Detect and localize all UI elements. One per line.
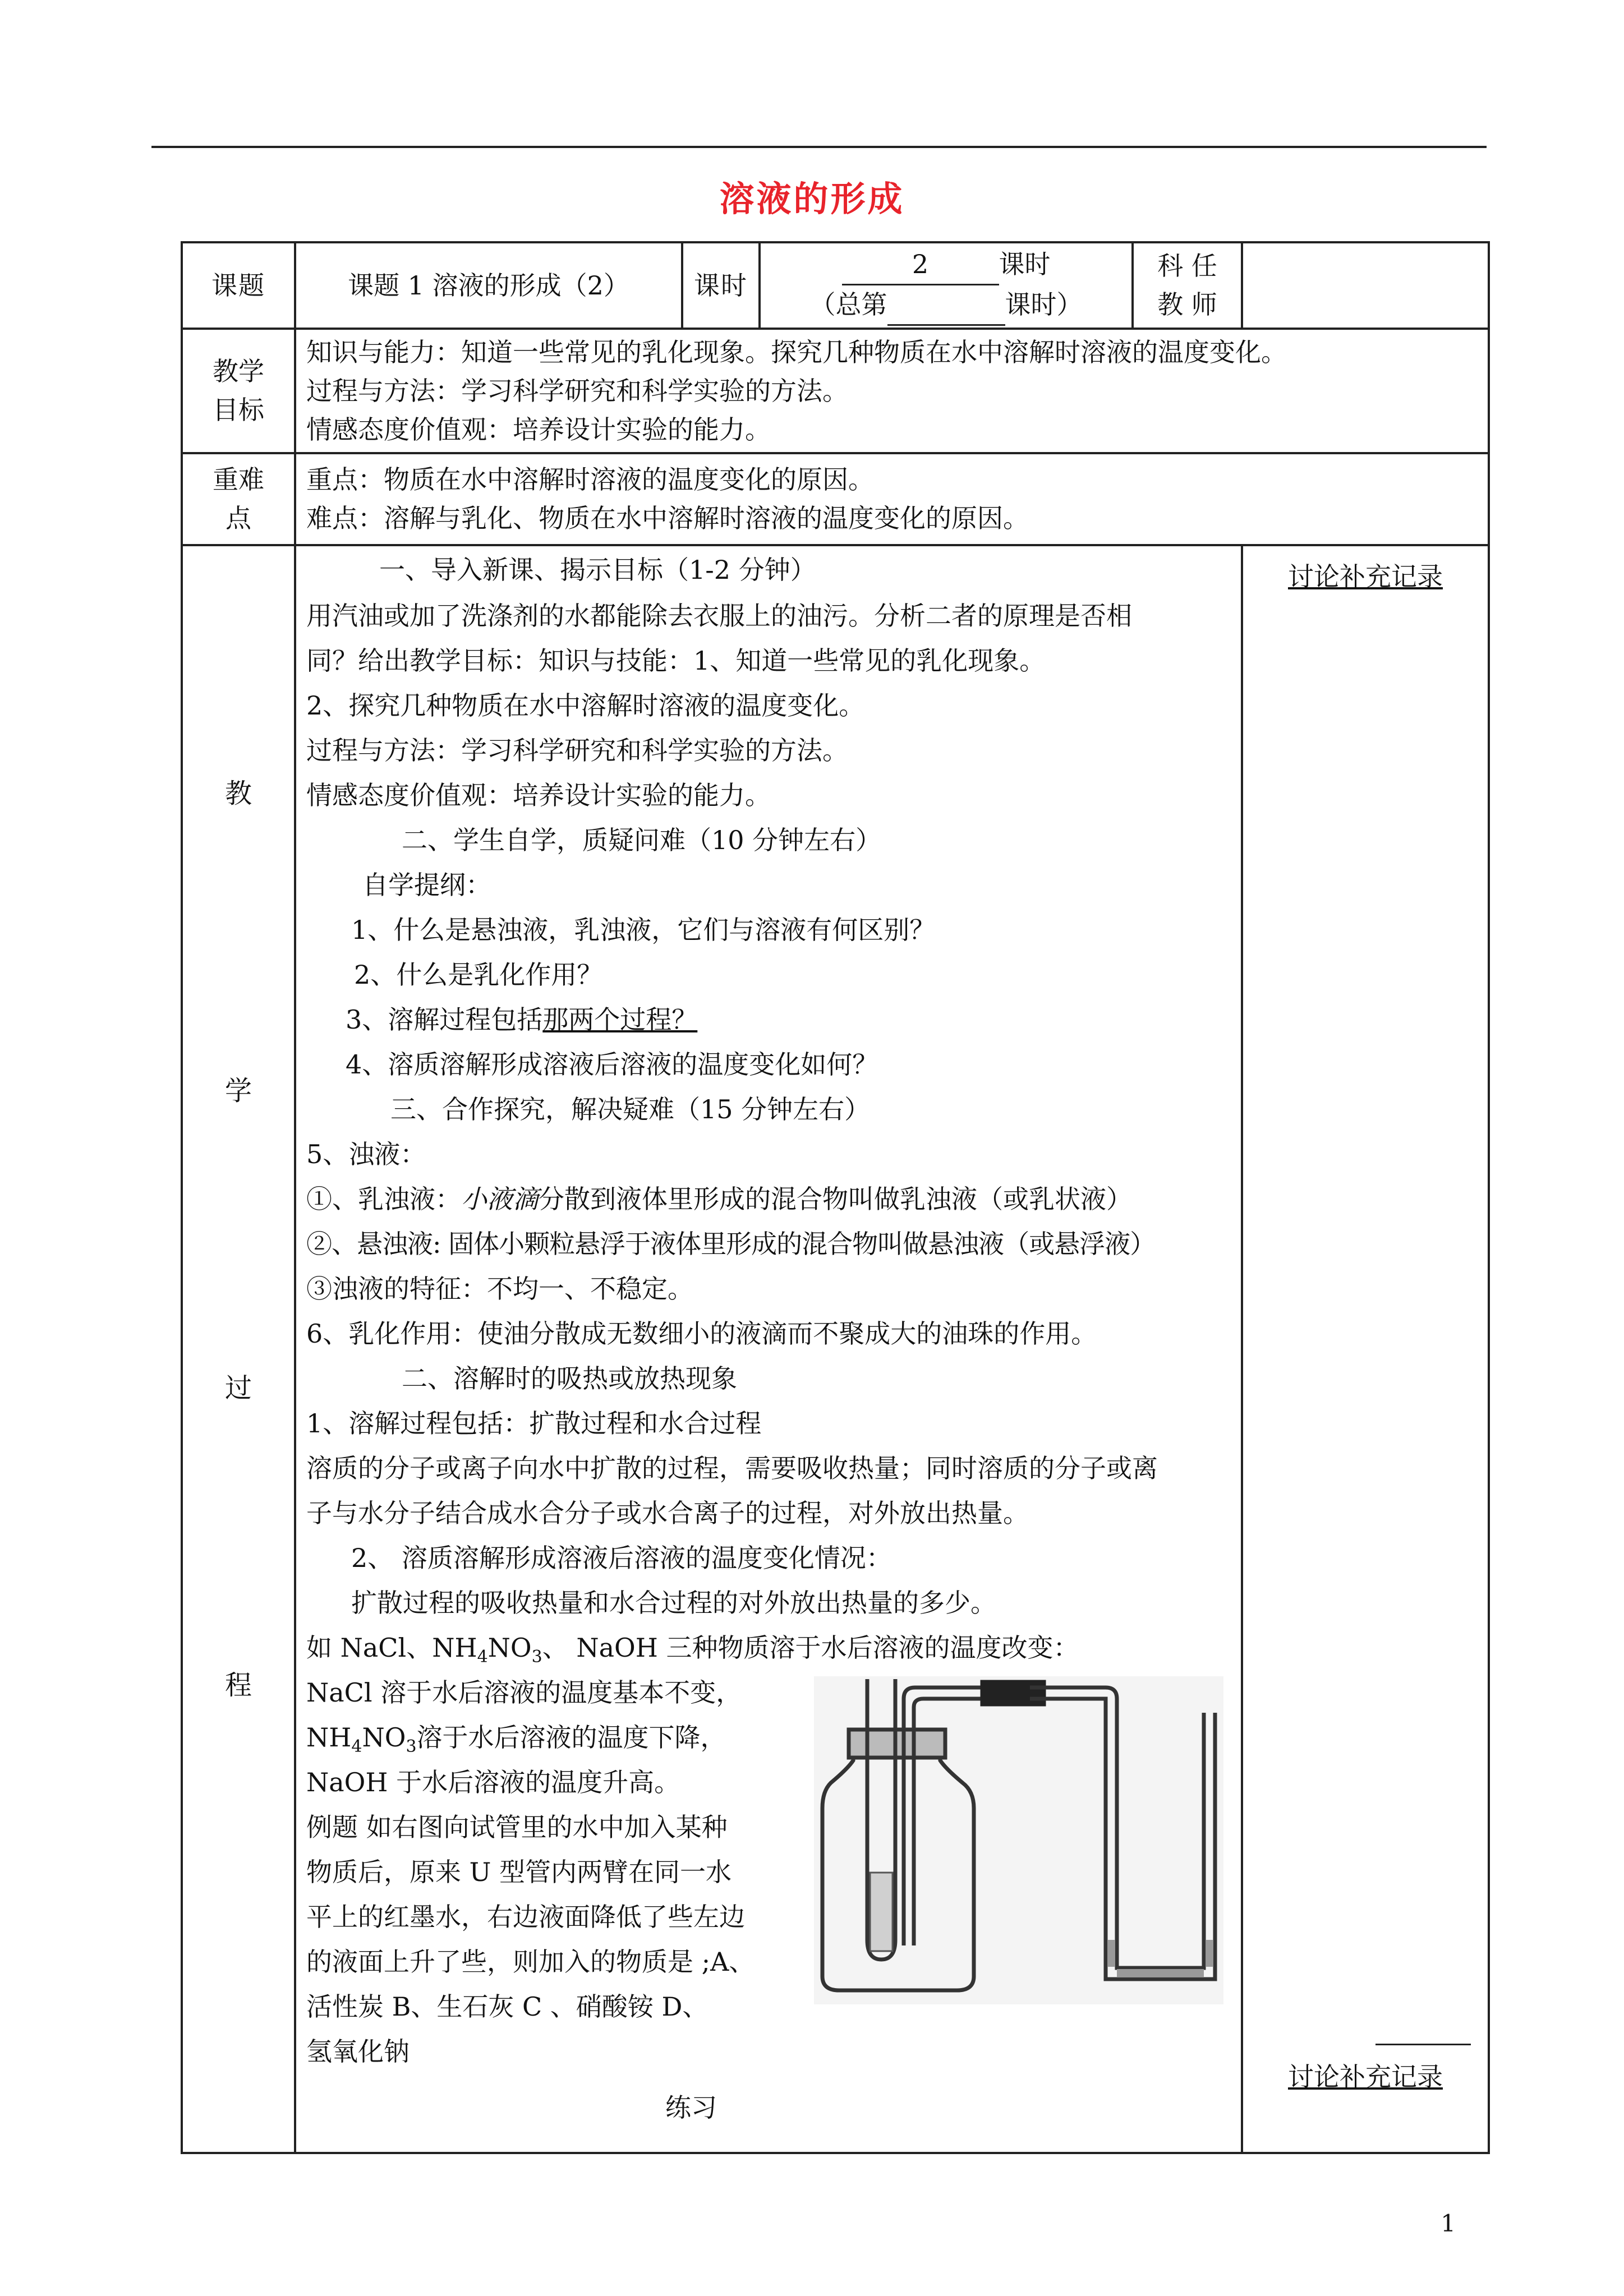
formula-text: NO (362, 1722, 406, 1753)
process-line: ②、悬浊液: 固体小颗粒悬浮于液体里形成的混合物叫做悬浊液（或悬浮液） (306, 1229, 1156, 1259)
header-row (182, 242, 1489, 329)
process-line-text: 3、溶解过程包括 (346, 1004, 543, 1035)
process-label-char: 过 (224, 1372, 252, 1404)
teacher-label-line-2: 教 师 (1157, 289, 1217, 320)
process-line: 过程与方法：学习科学研究和科学实验的方法。 (306, 735, 848, 766)
process-line: 同？给出教学目标：知识与技能：1、知道一些常见的乳化现象。 (306, 646, 1046, 676)
process-line: NaOH 于水后溶液的温度升高。 (306, 1767, 680, 1797)
process-line: 2、 溶质溶解形成溶液后溶液的温度变化情况： (351, 1543, 892, 1573)
lesson-plan-table (181, 241, 1490, 2154)
page-title: 溶液的形成 (719, 178, 905, 219)
process-line-text: ①、乳浊液： (306, 1184, 461, 1214)
total-prefix: （总第 (809, 289, 887, 320)
process-line: 例题 如右图向试管里的水中加入某种 (306, 1812, 728, 1842)
formula-text: NH (306, 1722, 352, 1753)
keypoints-content (295, 453, 1489, 545)
discussion-column (1242, 545, 1489, 2153)
process-line (306, 1718, 726, 1759)
exercise-heading: 练习 (665, 2092, 717, 2123)
period-cell (760, 242, 1133, 329)
process-line: 一、导入新课、揭示目标（1-2 分钟） (379, 555, 816, 585)
process-line: 1、什么是悬浊液，乳浊液，它们与溶液有何区别？ (351, 915, 936, 945)
keypoints-label-line-2: 点 (226, 503, 251, 533)
page-number: 1 (1441, 2210, 1456, 2237)
goal-line: 知识与能力：知道一些常见的乳化现象。探究几种物质在水中溶解时溶液的温度变化。 (306, 336, 1287, 367)
keypoints-row (182, 453, 1489, 545)
process-line: 自学提纲： (362, 870, 491, 900)
formula-text: 、 NaOH 三种物质溶于水后溶液的温度改变： (542, 1633, 1079, 1663)
process-line: 三、合作探究，解决疑难（15 分钟左右） (390, 1094, 871, 1124)
keypoints-label (182, 453, 295, 545)
topic-label: 课题 (182, 242, 295, 329)
discussion-note-text: 讨论补充记录 (1288, 561, 1443, 592)
discussion-note-top (1243, 557, 1488, 596)
formula-subscript: 4 (351, 1737, 362, 1757)
process-line: ③浊液的特征：不均一、不稳定。 (306, 1274, 693, 1304)
total-suffix: 课时） (1005, 289, 1083, 320)
process-line: 用汽油或加了洗涤剂的水都能除去衣服上的油污。分析二者的原理是否相 (306, 601, 1132, 631)
process-label-char: 教 (224, 778, 252, 809)
process-line: 的液面上升了些，则加入的物质是 ;A、 (306, 1947, 755, 1977)
formula-text: 溶于水后溶液的温度下降， (416, 1722, 726, 1753)
process-line (306, 1629, 1079, 1670)
process-line: 6、乳化作用：使油分散成无数细小的液滴而不聚成大的油珠的作用。 (306, 1318, 1097, 1349)
teacher-label (1133, 242, 1242, 329)
process-line: 5、浊液： (306, 1139, 426, 1169)
apparatus-diagram (814, 1676, 1223, 2004)
process-line: 物质后，原来 U 型管内两臂在同一水 (306, 1857, 732, 1887)
discussion-rule (1375, 2044, 1471, 2045)
process-line: 子与水分子结合成水合分子或水合离子的过程，对外放出热量。 (306, 1498, 1029, 1528)
process-line: 氢氧化钠 (306, 2036, 410, 2067)
process-line-italic: 小液滴 (461, 1184, 539, 1214)
process-line: 活性炭 B、生石灰 C 、硝酸铵 D、 (306, 1991, 709, 2022)
process-content (295, 545, 1242, 2153)
period-number: 2 (842, 245, 999, 285)
process-line: 平上的红墨水，右边液面降低了些左边 (306, 1902, 745, 1932)
process-line: 扩散过程的吸收热量和水合过程的对外放出热量的多少。 (351, 1588, 996, 1618)
period-label: 课时 (682, 242, 760, 329)
topic-value: 课题 1 溶液的形成（2） (295, 242, 682, 329)
process-line: 4、溶质溶解形成溶液后溶液的温度变化如何？ (346, 1049, 878, 1080)
process-label (182, 545, 295, 2153)
period-unit: 课时 (999, 249, 1051, 279)
process-line: 1、溶解过程包括：扩散过程和水合过程 (306, 1408, 762, 1439)
goals-row (182, 329, 1489, 453)
process-line: NaCl 溶于水后溶液的温度基本不变， (306, 1677, 742, 1708)
keypoint-line: 难点：溶解与乳化、物质在水中溶解时溶液的温度变化的原因。 (306, 503, 1029, 533)
header-rule (151, 146, 1487, 148)
goals-label-line-1: 教学 (213, 356, 264, 386)
formula-text: 如 NaCl、NH (306, 1633, 477, 1663)
formula-subscript: 3 (406, 1737, 417, 1757)
goals-label (182, 329, 295, 453)
formula-text: NO (487, 1633, 532, 1663)
formula-subscript: 4 (477, 1647, 488, 1667)
process-line: 二、学生自学，质疑问难（10 分钟左右） (402, 825, 882, 855)
process-line: 二、溶解时的吸热或放热现象 (402, 1363, 737, 1394)
process-line-text: 分散到液体里形成的混合物叫做乳浊液（或乳状液） (539, 1184, 1132, 1214)
goal-line: 情感态度价值观：培养设计实验的能力。 (306, 414, 771, 445)
process-line: 情感态度价值观：培养设计实验的能力。 (306, 780, 771, 810)
keypoint-line: 重点：物质在水中溶解时溶液的温度变化的原因。 (306, 464, 874, 495)
process-line: 溶质的分子或离子向水中扩散的过程，需要吸收热量；同时溶质的分子或离 (306, 1453, 1158, 1483)
goals-label-line-2: 目标 (213, 395, 264, 425)
process-line: 2、什么是乳化作用？ (354, 960, 603, 990)
process-line (306, 1180, 1132, 1219)
discussion-note-text: 讨论补充记录 (1288, 2062, 1443, 2092)
process-label-char: 学 (224, 1075, 252, 1106)
teacher-value (1242, 242, 1489, 329)
goals-content (295, 329, 1489, 453)
formula-subscript: 3 (531, 1647, 542, 1667)
process-line-underlined: 那两个过程？ (542, 1004, 698, 1035)
discussion-note-bottom (1243, 2058, 1488, 2096)
goal-line: 过程与方法：学习科学研究和科学实验的方法。 (306, 375, 848, 406)
total-blank (887, 285, 1005, 326)
keypoints-label-line-1: 重难 (213, 464, 264, 495)
process-row (182, 545, 1489, 2153)
process-line: 2、探究几种物质在水中溶解时溶液的温度变化。 (306, 690, 865, 721)
process-line (346, 1001, 697, 1039)
process-label-char: 程 (224, 1670, 252, 1701)
teacher-label-line-1: 科 任 (1157, 251, 1217, 281)
